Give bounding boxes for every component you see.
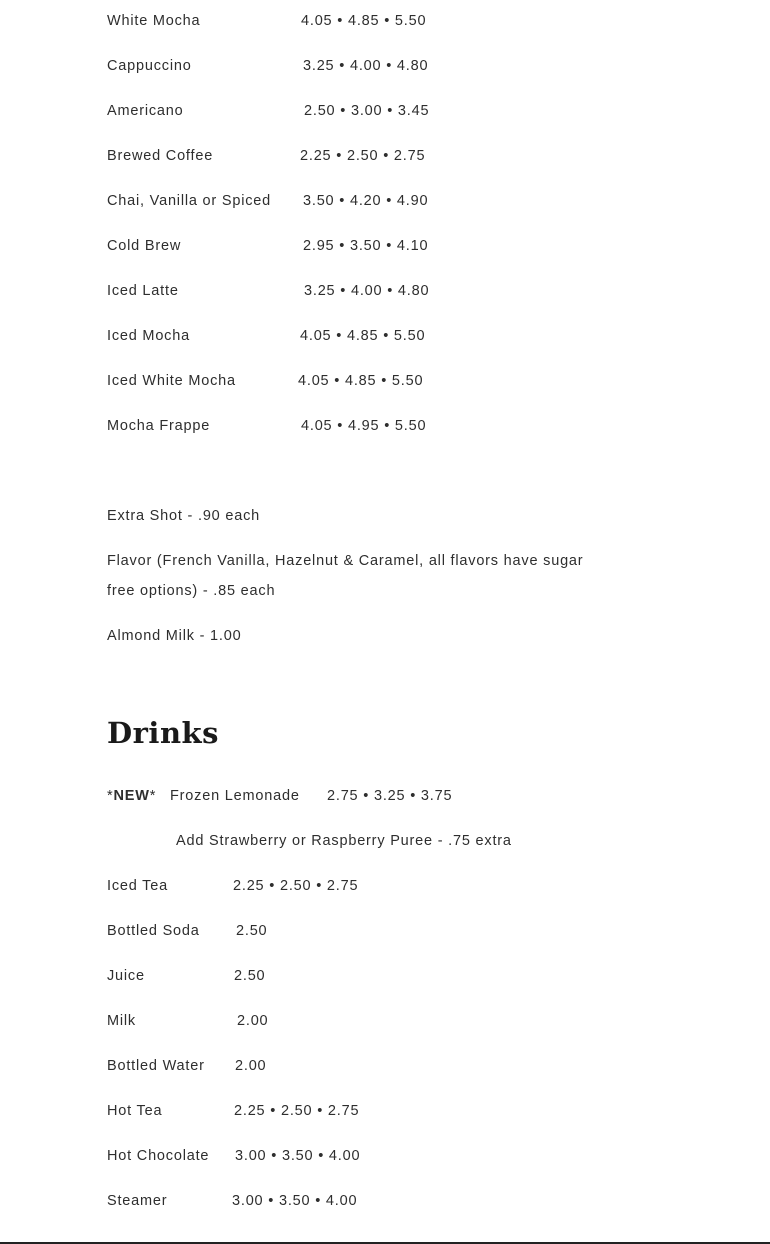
item-name: Mocha Frappe [107, 418, 211, 434]
item-price: 3.25 • 4.00 • 4.80 [304, 283, 430, 299]
item-name: Brewed Coffee [107, 148, 214, 164]
item-price: 2.50 [236, 923, 268, 939]
item-price: 2.50 [234, 968, 266, 984]
item-name: Iced White Mocha [107, 373, 236, 389]
featured-addon: Add Strawberry or Raspberry Puree - .75 extra [176, 833, 512, 849]
item-name: Americano [107, 103, 184, 119]
item-price: 3.25 • 4.00 • 4.80 [303, 58, 429, 74]
item-price: 2.95 • 3.50 • 4.10 [303, 238, 429, 254]
item-name: Bottled Water [107, 1058, 205, 1074]
item-name: Steamer [107, 1193, 168, 1209]
item-price: 2.00 [237, 1013, 269, 1029]
item-price: 2.25 • 2.50 • 2.75 [234, 1103, 360, 1119]
item-name: White Mocha [107, 13, 201, 29]
item-price: 4.05 • 4.85 • 5.50 [301, 13, 427, 29]
item-price: 2.75 • 3.25 • 3.75 [327, 788, 453, 804]
item-name: Chai, Vanilla or Spiced [107, 193, 272, 209]
new-badge: *NEW* [107, 788, 157, 804]
item-name: Iced Mocha [107, 328, 190, 344]
item-name: Hot Tea [107, 1103, 163, 1119]
item-price: 3.00 • 3.50 • 4.00 [235, 1148, 361, 1164]
item-name: Bottled Soda [107, 923, 200, 939]
item-price: 4.05 • 4.95 • 5.50 [301, 418, 427, 434]
item-name: Frozen Lemonade [170, 788, 300, 804]
item-price: 4.05 • 4.85 • 5.50 [298, 373, 424, 389]
item-name: Cold Brew [107, 238, 182, 254]
item-price: 2.25 • 2.50 • 2.75 [233, 878, 359, 894]
extra-flavor: Flavor (French Vanilla, Hazelnut & Caramel, all flavors have sugar free options) - .85 each [107, 553, 584, 599]
item-name: Iced Tea [107, 878, 168, 894]
extra-shot: Extra Shot - .90 each [107, 508, 261, 524]
item-price: 3.50 • 4.20 • 4.90 [303, 193, 429, 209]
item-name: Juice [107, 968, 145, 984]
section-heading-drinks: Drinks [107, 716, 219, 750]
item-name: Milk [107, 1013, 136, 1029]
item-price: 2.50 • 3.00 • 3.45 [304, 103, 430, 119]
item-name: Iced Latte [107, 283, 179, 299]
item-price: 3.00 • 3.50 • 4.00 [232, 1193, 358, 1209]
item-name: Cappuccino [107, 58, 192, 74]
item-price: 4.05 • 4.85 • 5.50 [300, 328, 426, 344]
item-price: 2.25 • 2.50 • 2.75 [300, 148, 426, 164]
extra-almond-milk: Almond Milk - 1.00 [107, 628, 242, 644]
new-badge-label: NEW [113, 788, 150, 804]
item-name: Hot Chocolate [107, 1148, 210, 1164]
item-price: 2.00 [235, 1058, 267, 1074]
